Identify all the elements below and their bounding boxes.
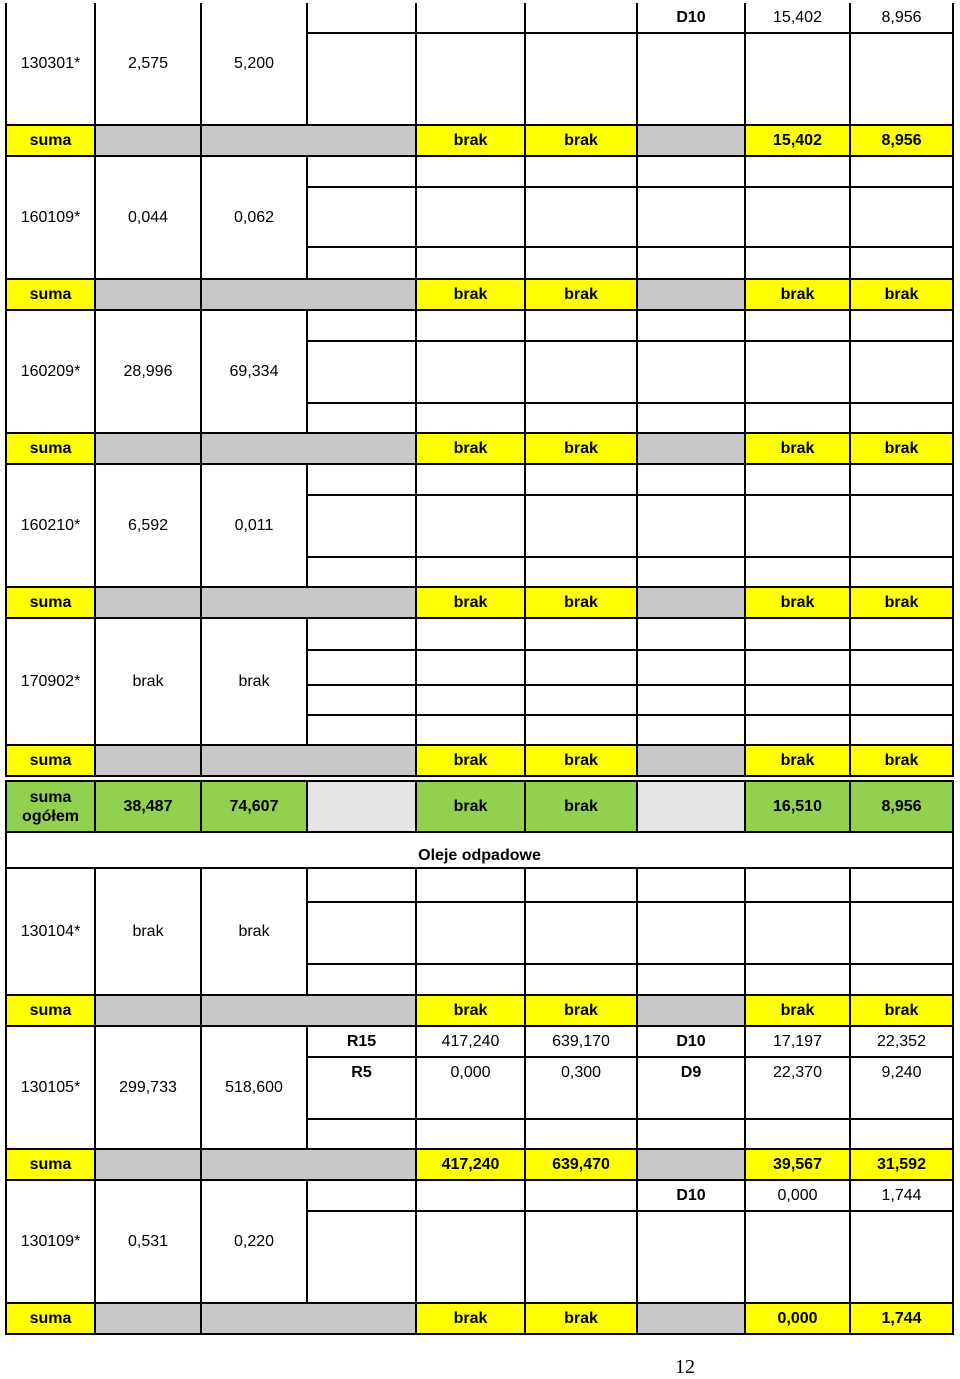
waste-code: 130105*: [5, 1027, 96, 1150]
empty-cell: [96, 126, 202, 157]
empty-cell: [526, 248, 638, 280]
empty-cell: [746, 404, 851, 434]
empty-cell: [638, 782, 746, 833]
empty-cell: [526, 34, 638, 126]
empty-cell: [308, 686, 417, 716]
empty-cell: [417, 496, 526, 558]
empty-cell: [638, 558, 746, 588]
table-row-130301: [5, 3, 954, 126]
empty-cell: [746, 1120, 851, 1150]
sum-label: suma: [5, 746, 96, 777]
waste-code: 160210*: [5, 465, 96, 588]
table-row-130104: [5, 869, 954, 996]
empty-cell: [746, 34, 851, 126]
empty-cell: [746, 188, 851, 248]
empty-cell: [308, 619, 417, 651]
empty-cell: [417, 1212, 526, 1304]
empty-cell: [308, 1181, 417, 1212]
empty-cell: [526, 869, 638, 903]
empty-cell: [202, 996, 417, 1027]
empty-cell: [638, 311, 746, 342]
empty-cell: [308, 558, 417, 588]
empty-cell: [308, 34, 417, 126]
mass-value-2: brak: [202, 869, 308, 996]
empty-cell: [746, 651, 851, 686]
sum-value-d: brak: [851, 588, 954, 619]
sum-row-160210: [5, 588, 954, 619]
mass-value-1: 0,044: [96, 157, 202, 280]
empty-cell: [851, 34, 954, 126]
empty-cell: [417, 34, 526, 126]
sum-value-d: brak: [851, 746, 954, 777]
sum-value-a: brak: [417, 434, 526, 465]
sum-value-b: brak: [526, 746, 638, 777]
empty-cell: [308, 651, 417, 686]
empty-cell: [746, 465, 851, 496]
empty-cell: [746, 496, 851, 558]
table-row-130109: [5, 1181, 954, 1304]
empty-cell: [638, 1150, 746, 1181]
empty-cell: [526, 1181, 638, 1212]
disposal-value-2: 22,352: [851, 1027, 954, 1058]
empty-cell: [96, 1150, 202, 1181]
mass-value-1: 299,733: [96, 1027, 202, 1150]
empty-cell: [417, 1181, 526, 1212]
mass-value-1: 2,575: [96, 3, 202, 126]
empty-cell: [417, 188, 526, 248]
empty-cell: [638, 996, 746, 1027]
empty-cell: [202, 126, 417, 157]
mass-value-1: 0,531: [96, 1181, 202, 1304]
sum-value-d: 31,592: [851, 1150, 954, 1181]
empty-cell: [851, 1212, 954, 1304]
sum-value-a: brak: [417, 996, 526, 1027]
empty-cell: [526, 651, 638, 686]
empty-cell: [746, 342, 851, 404]
empty-cell: [308, 3, 417, 34]
sum-value-b: brak: [526, 280, 638, 311]
empty-cell: [851, 619, 954, 651]
empty-cell: [308, 248, 417, 280]
sum-label: suma: [5, 1304, 96, 1335]
waste-code: 170902*: [5, 619, 96, 746]
empty-cell: [417, 619, 526, 651]
sum-value-b: brak: [526, 588, 638, 619]
empty-cell: [308, 188, 417, 248]
total-label-line2: ogółem: [22, 807, 79, 825]
empty-cell: [308, 342, 417, 404]
empty-cell: [638, 188, 746, 248]
sum-label: suma: [5, 588, 96, 619]
empty-cell: [746, 686, 851, 716]
mass-value-2: brak: [202, 619, 308, 746]
sum-value-d: brak: [851, 280, 954, 311]
empty-cell: [526, 465, 638, 496]
table-row-160109: [5, 157, 954, 280]
table-row-160209: [5, 311, 954, 434]
empty-cell: [638, 157, 746, 188]
disposal-value-1: 17,197: [746, 1027, 851, 1058]
sum-value-b: brak: [526, 1304, 638, 1335]
total-label-line1: suma: [29, 788, 72, 806]
empty-cell: [96, 434, 202, 465]
empty-cell: [526, 716, 638, 746]
mass-value-1: brak: [96, 869, 202, 996]
sum-label: suma: [5, 996, 96, 1027]
empty-cell: [417, 903, 526, 965]
empty-cell: [746, 716, 851, 746]
sum-row-130104: [5, 996, 954, 1027]
empty-cell: [308, 782, 417, 833]
empty-cell: [746, 965, 851, 996]
empty-cell: [417, 342, 526, 404]
empty-cell: [308, 716, 417, 746]
empty-cell: [417, 3, 526, 34]
empty-cell: [638, 686, 746, 716]
empty-cell: [746, 311, 851, 342]
empty-cell: [851, 651, 954, 686]
sum-label: suma: [5, 1150, 96, 1181]
empty-cell: [96, 588, 202, 619]
empty-cell: [638, 280, 746, 311]
empty-cell: [851, 188, 954, 248]
empty-cell: [638, 1212, 746, 1304]
recovery-value-2: 0,300: [526, 1058, 638, 1120]
empty-cell: [851, 716, 954, 746]
empty-cell: [96, 996, 202, 1027]
empty-cell: [638, 588, 746, 619]
sum-value-d: brak: [851, 434, 954, 465]
empty-cell: [417, 311, 526, 342]
empty-cell: [851, 965, 954, 996]
sum-label: suma: [5, 126, 96, 157]
sum-value-c: brak: [746, 588, 851, 619]
mass-value-1: 6,592: [96, 465, 202, 588]
empty-cell: [202, 280, 417, 311]
empty-cell: [526, 404, 638, 434]
empty-cell: [526, 619, 638, 651]
empty-cell: [526, 558, 638, 588]
empty-cell: [202, 588, 417, 619]
total-value-a: brak: [417, 782, 526, 833]
recovery-value-2: 639,170: [526, 1027, 638, 1058]
empty-cell: [851, 496, 954, 558]
disposal-value-2: 9,240: [851, 1058, 954, 1120]
process-value-2: 8,956: [851, 3, 954, 34]
empty-cell: [638, 465, 746, 496]
empty-cell: [638, 619, 746, 651]
empty-cell: [638, 716, 746, 746]
sum-value-a: brak: [417, 588, 526, 619]
empty-cell: [638, 248, 746, 280]
mass-value-2: 0,220: [202, 1181, 308, 1304]
empty-cell: [526, 342, 638, 404]
sum-value-c: brak: [746, 996, 851, 1027]
empty-cell: [851, 248, 954, 280]
empty-cell: [638, 342, 746, 404]
disposal-value-1: 22,370: [746, 1058, 851, 1120]
section-title: Oleje odpadowe: [5, 833, 954, 869]
empty-cell: [202, 746, 417, 777]
process-value-1: 0,000: [746, 1181, 851, 1212]
total-value-b: brak: [526, 782, 638, 833]
recovery-value-1: 0,000: [417, 1058, 526, 1120]
sum-row-160209: [5, 434, 954, 465]
table-row-170902: [5, 619, 954, 746]
empty-cell: [638, 746, 746, 777]
sum-row-130301: [5, 126, 954, 157]
empty-cell: [851, 1120, 954, 1150]
empty-cell: [851, 869, 954, 903]
sum-value-b: brak: [526, 126, 638, 157]
empty-cell: [746, 903, 851, 965]
sum-value-a: 417,240: [417, 1150, 526, 1181]
empty-cell: [417, 651, 526, 686]
empty-cell: [851, 465, 954, 496]
empty-cell: [851, 404, 954, 434]
empty-cell: [526, 311, 638, 342]
empty-cell: [96, 746, 202, 777]
section-header: [5, 833, 954, 869]
sum-value-d: 1,744: [851, 1304, 954, 1335]
mass-value-1: brak: [96, 619, 202, 746]
page-number: 12: [675, 1356, 695, 1378]
sum-value-c: brak: [746, 434, 851, 465]
disposal-code: D9: [638, 1058, 746, 1120]
empty-cell: [526, 1120, 638, 1150]
empty-cell: [308, 496, 417, 558]
empty-cell: [746, 869, 851, 903]
total-value-c: 16,510: [746, 782, 851, 833]
disposal-code: D10: [638, 1027, 746, 1058]
empty-cell: [417, 558, 526, 588]
sum-value-c: 39,567: [746, 1150, 851, 1181]
sum-value-c: brak: [746, 280, 851, 311]
empty-cell: [308, 157, 417, 188]
empty-cell: [417, 465, 526, 496]
empty-cell: [638, 651, 746, 686]
sum-value-a: brak: [417, 280, 526, 311]
empty-cell: [746, 619, 851, 651]
empty-cell: [308, 311, 417, 342]
sum-value-a: brak: [417, 126, 526, 157]
empty-cell: [638, 1120, 746, 1150]
empty-cell: [417, 248, 526, 280]
empty-cell: [851, 157, 954, 188]
mass-value-2: 518,600: [202, 1027, 308, 1150]
empty-cell: [526, 903, 638, 965]
empty-cell: [851, 342, 954, 404]
waste-code: 160209*: [5, 311, 96, 434]
empty-cell: [308, 1120, 417, 1150]
sum-row-160109: [5, 280, 954, 311]
empty-cell: [638, 434, 746, 465]
empty-cell: [417, 157, 526, 188]
sum-row-170902: [5, 746, 954, 777]
empty-cell: [851, 311, 954, 342]
empty-cell: [308, 903, 417, 965]
sum-value-d: brak: [851, 996, 954, 1027]
empty-cell: [638, 1304, 746, 1335]
empty-cell: [526, 686, 638, 716]
empty-cell: [526, 1212, 638, 1304]
waste-code: 130109*: [5, 1181, 96, 1304]
empty-cell: [417, 965, 526, 996]
mass-value-2: 5,200: [202, 3, 308, 126]
empty-cell: [851, 558, 954, 588]
sum-value-a: brak: [417, 746, 526, 777]
empty-cell: [638, 34, 746, 126]
sum-value-c: brak: [746, 746, 851, 777]
empty-cell: [308, 404, 417, 434]
empty-cell: [526, 965, 638, 996]
empty-cell: [638, 404, 746, 434]
sum-value-b: brak: [526, 996, 638, 1027]
process-code: D10: [638, 3, 746, 34]
table-row-160210: [5, 465, 954, 588]
waste-code: 130301*: [5, 3, 96, 126]
empty-cell: [308, 465, 417, 496]
empty-cell: [746, 248, 851, 280]
empty-cell: [417, 1120, 526, 1150]
process-code: D10: [638, 1181, 746, 1212]
empty-cell: [526, 3, 638, 34]
empty-cell: [638, 903, 746, 965]
empty-cell: [202, 434, 417, 465]
empty-cell: [638, 965, 746, 996]
empty-cell: [417, 716, 526, 746]
sum-value-c: 15,402: [746, 126, 851, 157]
total-value-d: 8,956: [851, 782, 954, 833]
recovery-code: R15: [308, 1027, 417, 1058]
empty-cell: [417, 404, 526, 434]
sum-value-b: 639,470: [526, 1150, 638, 1181]
mass-value-2: 0,011: [202, 465, 308, 588]
empty-cell: [308, 965, 417, 996]
empty-cell: [96, 1304, 202, 1335]
empty-cell: [96, 280, 202, 311]
empty-cell: [417, 686, 526, 716]
empty-cell: [638, 126, 746, 157]
recovery-value-1: 417,240: [417, 1027, 526, 1058]
sum-value-a: brak: [417, 1304, 526, 1335]
empty-cell: [526, 496, 638, 558]
mass-value-2: 0,062: [202, 157, 308, 280]
total-label: [5, 782, 96, 833]
sum-row-130109: [5, 1304, 954, 1335]
total-value-2: 74,607: [202, 782, 308, 833]
empty-cell: [417, 869, 526, 903]
total-row: [5, 780, 954, 833]
empty-cell: [638, 496, 746, 558]
table-row-130105: [5, 1027, 954, 1150]
recovery-code: R5: [308, 1058, 417, 1120]
sum-value-c: 0,000: [746, 1304, 851, 1335]
empty-cell: [526, 157, 638, 188]
total-value-1: 38,487: [96, 782, 202, 833]
sum-label: suma: [5, 434, 96, 465]
sum-row-130105: [5, 1150, 954, 1181]
empty-cell: [202, 1304, 417, 1335]
empty-cell: [308, 1212, 417, 1304]
empty-cell: [308, 869, 417, 903]
empty-cell: [851, 903, 954, 965]
empty-cell: [526, 188, 638, 248]
empty-cell: [851, 686, 954, 716]
sum-label: suma: [5, 280, 96, 311]
process-value-1: 15,402: [746, 3, 851, 34]
empty-cell: [746, 1212, 851, 1304]
sum-value-b: brak: [526, 434, 638, 465]
mass-value-1: 28,996: [96, 311, 202, 434]
empty-cell: [746, 558, 851, 588]
empty-cell: [746, 157, 851, 188]
sum-value-d: 8,956: [851, 126, 954, 157]
waste-code: 130104*: [5, 869, 96, 996]
mass-value-2: 69,334: [202, 311, 308, 434]
empty-cell: [638, 869, 746, 903]
waste-code: 160109*: [5, 157, 96, 280]
empty-cell: [202, 1150, 417, 1181]
process-value-2: 1,744: [851, 1181, 954, 1212]
